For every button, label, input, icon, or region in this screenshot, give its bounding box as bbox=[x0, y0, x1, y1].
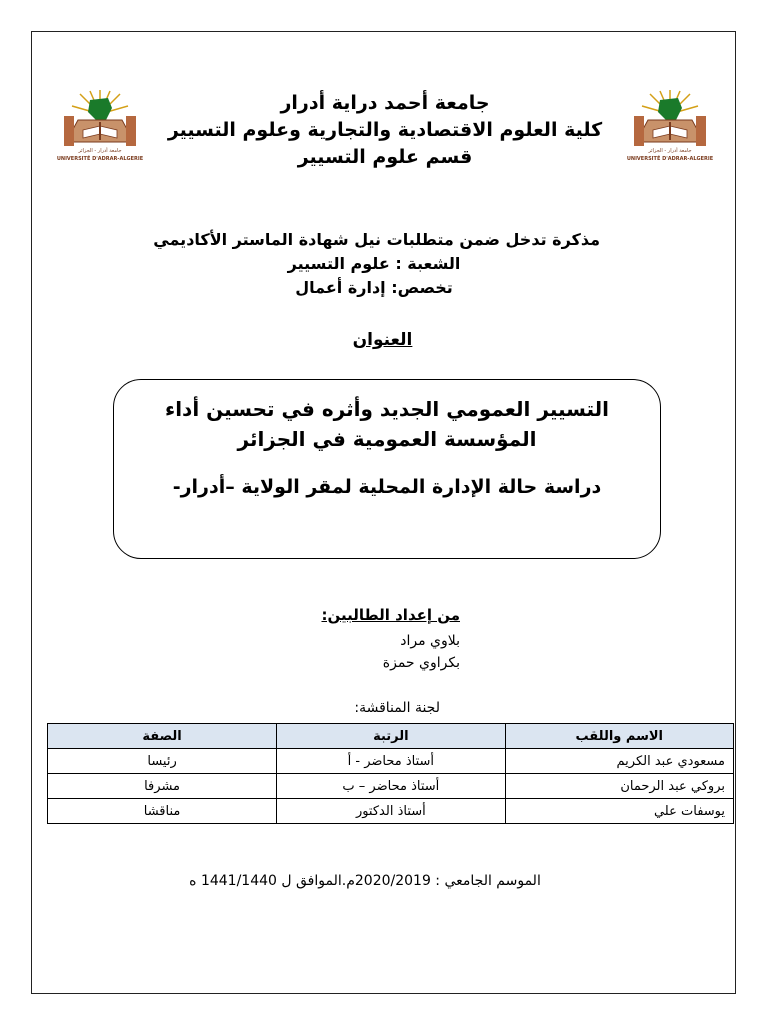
university-logo-icon bbox=[50, 86, 150, 166]
table-row bbox=[48, 799, 734, 824]
thesis-purpose: مذكرة تدخل ضمن متطلبات نيل شهادة الماستر الأكاديمي bbox=[153, 230, 600, 249]
logo-caption-ar: جامعة أدرار - الجزائر bbox=[78, 148, 122, 154]
member-name: مسعودي عبد الكريم bbox=[505, 749, 733, 774]
thesis-info bbox=[140, 228, 600, 300]
committee-table bbox=[47, 723, 734, 824]
logo-caption-ar: جامعة أدرار - الجزائر bbox=[648, 148, 692, 154]
member-rank: أستاذ محاضر – ب bbox=[277, 774, 505, 799]
thesis-specialty: تخصص: إدارة أعمال bbox=[295, 278, 453, 297]
title-main-line2: المؤسسة العمومية في الجزائر bbox=[237, 427, 537, 451]
logo-caption: UNIVERSITÉ D'ADRAR-ALGERIE bbox=[626, 156, 714, 162]
header-role: الصفة bbox=[48, 724, 277, 749]
header-name: الاسم واللقب bbox=[505, 724, 733, 749]
title-label: العنوان bbox=[352, 330, 413, 350]
member-role: رئيسا bbox=[48, 749, 277, 774]
faculty-name: كلية العلوم الاقتصادية والتجارية وعلوم التسيير bbox=[167, 119, 603, 141]
department-name: قسم علوم التسيير bbox=[297, 146, 473, 168]
student-name: بكراوي حمزة bbox=[382, 655, 460, 671]
title-box bbox=[113, 379, 661, 559]
students-label: من إعداد الطالبين: bbox=[321, 606, 460, 624]
university-logo-right bbox=[620, 86, 720, 166]
university-name: جامعة أحمد دراية أدرار bbox=[280, 92, 490, 114]
student-name: بلاوي مراد bbox=[400, 633, 460, 649]
academic-season: الموسم الجامعي : 2020/2019م.الموافق ل 1441/1440 ه bbox=[189, 873, 541, 889]
member-rank: أستاذ الدكتور bbox=[277, 799, 505, 824]
logo-caption: UNIVERSITÉ D'ADRAR-ALGERIE bbox=[56, 156, 144, 162]
member-name: بروكي عبد الرحمان bbox=[505, 774, 733, 799]
table-header-row bbox=[48, 724, 734, 749]
title-main-line1: التسيير العمومي الجديد وأثره في تحسين أداء bbox=[164, 397, 610, 421]
member-role: مناقشا bbox=[48, 799, 277, 824]
university-logo-left bbox=[50, 86, 150, 166]
member-name: يوسفات علي bbox=[505, 799, 733, 824]
table-row bbox=[48, 774, 734, 799]
header-rank: الرتبة bbox=[277, 724, 505, 749]
title-subtitle: دراسة حالة الإدارة المحلية لمقر الولاية –أدرار- bbox=[172, 476, 602, 498]
university-logo-icon bbox=[620, 86, 720, 166]
member-role: مشرفا bbox=[48, 774, 277, 799]
member-rank: أستاذ محاضر - أ bbox=[277, 749, 505, 774]
thesis-branch: الشعبة : علوم التسيير bbox=[287, 254, 461, 273]
committee-label: لجنة المناقشة: bbox=[354, 700, 440, 716]
institution-header bbox=[150, 90, 620, 171]
students-section bbox=[300, 606, 460, 674]
table-row bbox=[48, 749, 734, 774]
